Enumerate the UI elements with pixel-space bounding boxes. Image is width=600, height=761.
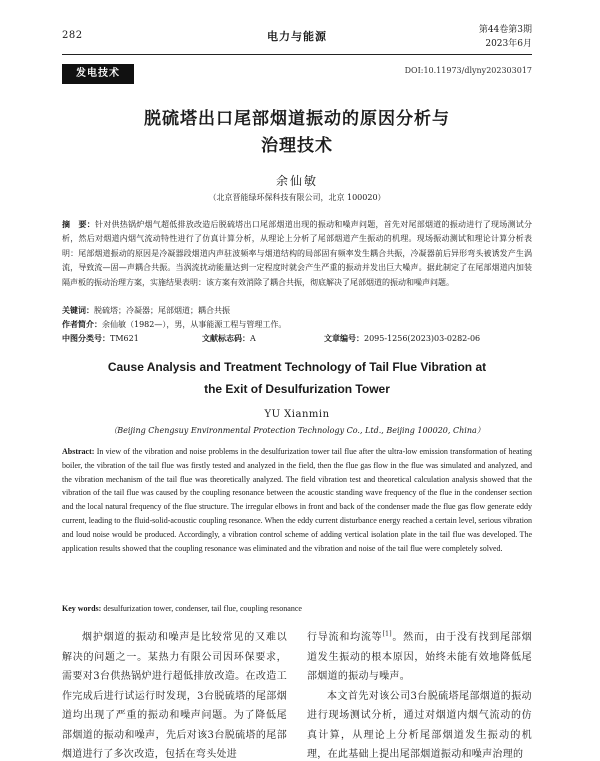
clc-value: TM621 bbox=[110, 334, 139, 343]
chinese-abstract-text: 针对供热锅炉烟气超低排放改造后脱硫塔出口尾部烟道出现的振动和噪声问题，首先对尾部烟道的振动进行了现场测试分析，然后对烟道内烟气流动特性进行了仿真计算分析，从理论上分析了尾部烟道产生振动的机理。现场振动测试和理论计算分析表明：尾部烟道振动的原因是冷凝器段烟道内声驻波频率与烟道结构的局部固有频率发生耦合共振，冷凝器前后异形弯头被诱发产生涡流，导致流—固—声耦合共振。当涡流扰动能量达到一定程度时就会产生严重的振动并发出巨大噪声。据此制定了在尾部烟道内加装隔声板的振动治理方案，实施结果表明：该方案有效消除了耦合共振，彻底解决了尾部烟道的振动和噪声问题。 bbox=[62, 220, 532, 287]
english-keywords-label: Key words: bbox=[62, 604, 102, 613]
body-paragraph-1-start: 行导流和均流等 bbox=[307, 632, 383, 643]
chinese-abstract-label: 摘 要： bbox=[62, 220, 95, 229]
english-affiliation: （Beijing Chengsuy Environmental Protection Technology Co., Ltd., Beijing 100020, China） bbox=[109, 426, 485, 435]
doc-code bbox=[202, 333, 256, 344]
english-abstract-label: Abstract: bbox=[62, 447, 95, 456]
citation: [1] bbox=[382, 630, 392, 638]
body-right-column bbox=[307, 628, 532, 761]
english-title-line-1: Cause Analysis and Treatment Technology of Tail Flue Vibration at bbox=[107, 360, 487, 374]
author-intro-text: 余仙敏（1982—），男，从事能源工程与管理工作。 bbox=[102, 320, 287, 329]
running-header bbox=[62, 22, 532, 52]
clc-label: 中图分类号： bbox=[62, 333, 110, 343]
doc-code-label: 文献标志码： bbox=[202, 333, 250, 343]
chinese-title-line-1: 脱硫塔出口尾部烟道振动的原因分析与 bbox=[144, 109, 450, 129]
volume-issue: 第44卷第3期 bbox=[478, 25, 532, 35]
body-paragraph-2: 本文首先对该公司3台脱硫塔尾部烟道的振动进行现场测试分析，通过对烟道内烟气流动的仿真计算，从理论上分析尾部烟道发生振动的机理，在此基础上提出尾部烟道振动和噪声治理的 bbox=[307, 690, 532, 760]
body-paragraph-1 bbox=[307, 628, 532, 687]
english-author: YU Xianmin bbox=[264, 409, 330, 420]
chinese-affiliation: （北京晋能绿环保科技有限公司，北京 100020） bbox=[208, 193, 386, 202]
chinese-title bbox=[62, 106, 532, 160]
chinese-keywords-label: 关键词： bbox=[62, 306, 94, 315]
article-number-value: 2095-1256(2023)03-0282-06 bbox=[364, 334, 481, 343]
header-rule bbox=[62, 54, 532, 55]
chinese-keywords-text: 脱硫塔；冷凝器；尾部烟道；耦合共振 bbox=[94, 306, 230, 315]
chinese-keywords bbox=[62, 304, 532, 318]
doc-code-value: A bbox=[250, 334, 256, 343]
english-title-line-2: the Exit of Desulfurization Tower bbox=[204, 382, 390, 396]
doi: DOI:10.11973/dlyny202303017 bbox=[404, 66, 532, 75]
body-left-column: 烟护烟道的振动和噪声是比较常见的又难以解决的问题之一。某热力有限公司因环保要求，需要对3台供热锅炉进行超低排放改造。在改造工作完成后进行试运行时发现，3台脱硫塔的尾部烟道均出现了严重的振动和噪声问题。为了降低尾部烟道的振动和噪声，先后对该3台脱硫塔的尾部烟道进行了多次改造，包括在弯头处进 bbox=[62, 632, 287, 760]
english-title bbox=[62, 356, 532, 400]
issue-date: 2023年6月 bbox=[485, 39, 532, 49]
article-number bbox=[324, 333, 480, 344]
english-keywords bbox=[62, 604, 532, 613]
journal-name: 电力与能源 bbox=[267, 30, 327, 43]
author-intro-label: 作者简介： bbox=[62, 320, 102, 329]
body-paragraph-1-rest: 。然而，由于没有找到尾部烟道发生振动的根本原因，始终未能有效地降低尾部烟道的振动与噪声。 bbox=[307, 632, 532, 682]
author-intro bbox=[62, 318, 532, 332]
chinese-author: 余仙敏 bbox=[275, 174, 318, 188]
clc-number bbox=[62, 333, 139, 344]
english-keywords-text: desulfurization tower, condenser, tail flue, coupling resonance bbox=[103, 604, 302, 613]
page-number: 282 bbox=[62, 30, 83, 41]
english-abstract-text: In view of the vibration and noise problems in the desulfurization tower tail flue after the ultra-low emission transformation of heating boiler, the vibration of the tail flue was firstly tested and analyzed in the field, then the flue gas flow in the flue was simulated and analyzed, and the vibration mechanism of the tail flue was theoretically analyzed. The field vibration test and theoretical calculation analysis showed that the vibration of the tail flue was caused by the coupling resonance between the acoustic standing wave frequency of the flue in the condenser section and the local natural frequency of the flue structure. The irregular elbows in front and back of the condenser made the flue gas flow generate eddy current, leading to the fluid-solid-acoustic coupling resonance. When the eddy current disturbance energy reached a certain level, serious vibration and loud noise would be produced. Accordingly, a vibration control scheme of adding vertical isolation plate in the tail flue was developed. The application results showed that the coupling resonance was eliminated and the vibration and noise of the tail flue were completely solved. bbox=[62, 447, 532, 553]
article-number-label: 文章编号： bbox=[324, 333, 364, 343]
english-abstract bbox=[62, 445, 532, 555]
chinese-title-line-2: 治理技术 bbox=[261, 136, 333, 156]
chinese-abstract bbox=[62, 218, 532, 290]
section-tag: 发电技术 bbox=[62, 64, 134, 84]
